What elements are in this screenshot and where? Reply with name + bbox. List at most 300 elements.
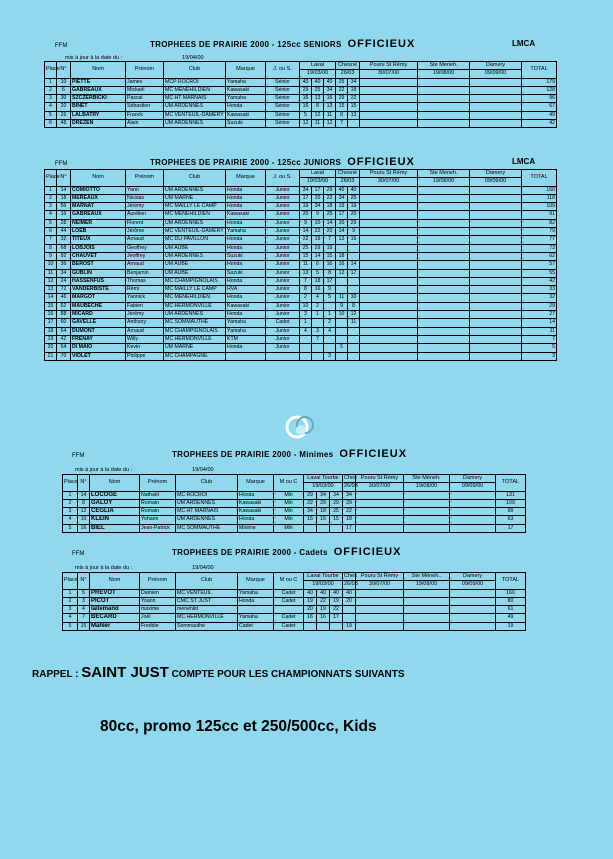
table-cell: 10 xyxy=(78,516,90,524)
table-cell: 4 xyxy=(63,516,78,524)
section-header-cadets xyxy=(0,546,613,560)
table-cell: 16 xyxy=(78,524,90,532)
table-cell xyxy=(470,319,522,327)
rappel-suffix: COMPTE POUR LES CHAMPIONNATS SUIVANTS xyxy=(171,669,405,680)
table-cell: HVA xyxy=(226,286,266,294)
table-cell xyxy=(470,219,522,227)
table-cell xyxy=(470,252,522,260)
table-cell xyxy=(470,120,522,128)
table-row xyxy=(63,524,526,532)
table-cell: 22 xyxy=(330,606,343,614)
table-cell: 11 xyxy=(348,319,360,327)
table-cell: 12 xyxy=(336,269,348,277)
update-label: mis à jour à la date du : xyxy=(75,565,133,571)
table-cell: 17 xyxy=(330,614,343,622)
table-row xyxy=(45,78,557,86)
table-cell: COMIOTTO xyxy=(71,186,126,194)
table-cell xyxy=(404,499,450,507)
round-date: 19/03/00 xyxy=(304,581,343,589)
table-cell: 14 xyxy=(348,261,360,269)
table-cell: 15 xyxy=(324,252,336,260)
column-header: Marque xyxy=(226,62,266,79)
table-cell: Min xyxy=(274,491,304,499)
table-cell: UM AUBE xyxy=(164,269,226,277)
table-cell xyxy=(317,524,330,532)
round-name: Pouru St Rémy xyxy=(356,573,404,581)
table-cell: Kawasaki xyxy=(226,211,266,219)
table-cell: Cadet xyxy=(274,614,304,622)
table-cell xyxy=(470,286,522,294)
table-cell: Junior xyxy=(266,335,300,343)
header-row xyxy=(63,475,526,483)
table-cell xyxy=(470,335,522,343)
table-cell: UM MARNE xyxy=(164,194,226,202)
table-cell: 40 xyxy=(348,186,360,194)
table-cell: 12 xyxy=(300,120,312,128)
ffm-label: FFM xyxy=(55,161,68,167)
table-cell: Yann xyxy=(126,186,164,194)
table-cell: 19 xyxy=(336,203,348,211)
round-name: Ste Méneh.. xyxy=(404,573,450,581)
table-cell xyxy=(343,614,356,622)
table-cell: 21 xyxy=(45,352,57,360)
round-name: Laval xyxy=(300,62,336,70)
table-cell: BINET xyxy=(71,103,126,111)
total-cell: 160 xyxy=(522,186,557,194)
section-title xyxy=(172,546,401,558)
total-cell: 109 xyxy=(522,203,557,211)
total-header: TOTAL xyxy=(522,170,557,187)
table-cell: 3 xyxy=(45,95,57,103)
table-cell xyxy=(360,344,418,352)
table-cell xyxy=(470,244,522,252)
table-cell: MC CHAMPIGNOLAIS xyxy=(164,277,226,285)
table-cell: Fabien xyxy=(126,302,164,310)
table-cell: 8 xyxy=(78,499,90,507)
table-row xyxy=(45,261,557,269)
round-name: Pouru St Rémy xyxy=(360,62,418,70)
table-cell: 40 xyxy=(317,589,330,597)
table-cell: 5 xyxy=(45,111,57,119)
table-cell: 4 xyxy=(324,327,336,335)
total-cell: 179 xyxy=(522,78,557,86)
table-cell xyxy=(450,516,496,524)
total-cell: 42 xyxy=(522,277,557,285)
column-header: M ou C xyxy=(274,573,304,590)
table-cell: 8 xyxy=(45,244,57,252)
table-cell: 25 xyxy=(300,244,312,252)
table-cell xyxy=(360,277,418,285)
table-cell xyxy=(404,597,450,605)
table-cell: 8 xyxy=(336,111,348,119)
table-cell: 22 xyxy=(348,95,360,103)
table-cell xyxy=(470,327,522,335)
total-header: TOTAL xyxy=(522,62,557,79)
table-cell: 22 xyxy=(343,508,356,516)
table-cell: Junior xyxy=(266,194,300,202)
table-row xyxy=(45,203,557,211)
table-cell: Min xyxy=(274,508,304,516)
total-cell: 19 xyxy=(496,622,526,630)
table-cell: Honda xyxy=(226,344,266,352)
table-cell: 17 xyxy=(324,277,336,285)
table-cell xyxy=(404,524,450,532)
table-cell: 19 xyxy=(343,622,356,630)
table-cell xyxy=(360,319,418,327)
table-row xyxy=(45,111,557,119)
table-cell: PICOT xyxy=(90,597,140,605)
table-cell: Pascal xyxy=(126,95,164,103)
table-cell: 12 xyxy=(45,277,57,285)
table-row xyxy=(45,352,557,360)
table-cell: BIEL xyxy=(90,524,140,532)
column-header: N° xyxy=(57,170,71,187)
table-cell: 29 xyxy=(343,499,356,507)
column-header: Prénom xyxy=(140,573,176,590)
table-cell: 9 xyxy=(324,286,336,294)
update-label: mis à jour à la date du : xyxy=(65,55,123,61)
table-cell: VIOLET xyxy=(71,352,126,360)
table-cell: UM ARDENNES xyxy=(176,516,238,524)
table-cell xyxy=(450,508,496,516)
round-name: Laval xyxy=(300,170,336,178)
table-cell: 19 xyxy=(348,203,360,211)
table-cell: 7 xyxy=(324,236,336,244)
table-cell: 15 xyxy=(78,622,90,630)
table-cell: Sénior xyxy=(266,86,300,94)
table-row xyxy=(45,244,557,252)
table-cell: 9 xyxy=(348,228,360,236)
table-cell: 3 xyxy=(312,327,324,335)
table-cell xyxy=(360,95,418,103)
table-cell: Junior xyxy=(266,252,300,260)
column-header: Nom xyxy=(90,573,140,590)
table-cell: 32 xyxy=(57,236,71,244)
round-name: Laval Tourbe xyxy=(304,573,343,581)
table-cell: Yamaha xyxy=(226,327,266,335)
table-cell xyxy=(266,352,300,360)
table-cell xyxy=(360,86,418,94)
table-cell: 22 xyxy=(304,499,317,507)
table-cell: 1 xyxy=(45,186,57,194)
table-cell: Yamaha xyxy=(238,614,274,622)
table-cell: 5 xyxy=(63,622,78,630)
table-cell xyxy=(356,614,404,622)
table-cell: UM ARDENNES xyxy=(164,219,226,227)
round-date: 19/03/00 xyxy=(304,483,343,491)
table-row xyxy=(45,194,557,202)
table-row xyxy=(45,302,557,310)
table-cell: 22 xyxy=(312,228,324,236)
table-cell: 17 xyxy=(312,186,324,194)
table-cell: Honda xyxy=(226,277,266,285)
section-header-juniors xyxy=(0,156,613,170)
table-cell xyxy=(404,508,450,516)
status-label: OFFICIEUX xyxy=(347,38,416,50)
table-cell: maxime xyxy=(140,606,176,614)
column-header: M ou C xyxy=(274,475,304,492)
table-cell: Arnaud xyxy=(126,236,164,244)
total-cell: 5 xyxy=(522,344,557,352)
table-cell: 70 xyxy=(57,352,71,360)
table-row xyxy=(63,597,526,605)
table-cell: Honda xyxy=(226,219,266,227)
table-cell: 34 xyxy=(312,203,324,211)
table-cell: Junior xyxy=(266,286,300,294)
table-cell: 34 xyxy=(304,508,317,516)
table-cell xyxy=(360,219,418,227)
table-cell: 6 xyxy=(57,86,71,94)
table-cell xyxy=(418,261,470,269)
table-cell: Jérémy xyxy=(126,311,164,319)
table-cell: 16 xyxy=(300,103,312,111)
round-date: 09/09/00 xyxy=(470,178,522,186)
round-name: Damery xyxy=(450,573,496,581)
round-date: 09/09/00 xyxy=(450,581,496,589)
table-cell: LOEB xyxy=(71,228,126,236)
table-cell: LOCOGE xyxy=(90,491,140,499)
table-cell xyxy=(470,302,522,310)
table-cell xyxy=(360,236,418,244)
table-cell: Franck xyxy=(126,111,164,119)
table-cell: MICARD xyxy=(71,311,126,319)
table-cell: Arnaud xyxy=(126,261,164,269)
table-cell: Honda xyxy=(238,516,274,524)
table-cell: 15 xyxy=(330,516,343,524)
table-cell: 9 xyxy=(312,211,324,219)
table-cell: 6 xyxy=(45,120,57,128)
table-cell xyxy=(418,78,470,86)
table-row xyxy=(45,319,557,327)
table-cell: 10 xyxy=(348,294,360,302)
table-row xyxy=(45,236,557,244)
table-cell xyxy=(324,302,336,310)
total-cell: 63 xyxy=(496,516,526,524)
table-cell: Honda xyxy=(226,311,266,319)
table-cell: Junior xyxy=(266,302,300,310)
table-cell: 7 xyxy=(45,236,57,244)
table-cell: Cadet xyxy=(274,622,304,630)
table-cell: Honda xyxy=(226,203,266,211)
table-cell: 3 xyxy=(78,597,90,605)
table-cell xyxy=(356,516,404,524)
table-cell xyxy=(360,327,418,335)
table-cell: 19 xyxy=(312,236,324,244)
table-cell: 16 xyxy=(304,614,317,622)
total-cell: 55 xyxy=(522,269,557,277)
table-cell xyxy=(336,335,348,343)
table-cell: 16 xyxy=(336,261,348,269)
table-row xyxy=(45,228,557,236)
table-cell xyxy=(404,516,450,524)
table-cell: 2 xyxy=(45,194,57,202)
table-cell: Jérôme xyxy=(126,228,164,236)
table-cell xyxy=(360,252,418,260)
table-cell: 2 xyxy=(45,86,57,94)
table-cell: Junior xyxy=(266,269,300,277)
table-cell: 4 xyxy=(312,294,324,302)
table-cell: Sébastien xyxy=(126,103,164,111)
table-cell: 18 xyxy=(336,252,348,260)
table-cell: KLEIN xyxy=(90,516,140,524)
table-cell xyxy=(470,311,522,319)
table-cell xyxy=(356,622,404,630)
table-cell: 13 xyxy=(336,236,348,244)
table-row xyxy=(45,186,557,194)
table-cell: GUBLIN xyxy=(71,269,126,277)
table-cell: Jérémy xyxy=(126,203,164,211)
total-cell: 14 xyxy=(522,319,557,327)
table-cell: 16 xyxy=(45,311,57,319)
table-cell: Min xyxy=(274,524,304,532)
results-table-cadets xyxy=(62,572,526,631)
table-cell: 15 xyxy=(336,103,348,111)
table-cell: UM AUBE xyxy=(164,244,226,252)
column-header: Club xyxy=(176,573,238,590)
table-cell: Min xyxy=(274,499,304,507)
table-cell: 24 xyxy=(57,277,71,285)
table-cell: VANDERBISTE xyxy=(71,286,126,294)
table-cell: 3 xyxy=(63,508,78,516)
table-cell xyxy=(348,286,360,294)
column-header: J. ou S. xyxy=(266,170,300,187)
table-cell: 19 xyxy=(330,597,343,605)
table-cell xyxy=(312,319,324,327)
update-line xyxy=(75,467,214,473)
round-name: Laval Tourbe xyxy=(304,475,343,483)
total-cell: 33 xyxy=(522,286,557,294)
table-cell: MAUBECHE xyxy=(71,302,126,310)
table-cell: 29 xyxy=(300,86,312,94)
table-cell: 12 xyxy=(348,311,360,319)
table-cell: Honda xyxy=(226,261,266,269)
table-cell: 1 xyxy=(312,311,324,319)
table-cell: FRENAY xyxy=(71,335,126,343)
table-cell xyxy=(300,344,312,352)
column-header: Marque xyxy=(238,573,274,590)
table-cell: 14 xyxy=(78,491,90,499)
table-cell: MC VENTEUIL-DAMERY xyxy=(165,111,224,118)
table-cell xyxy=(470,228,522,236)
table-cell: Yannick xyxy=(126,294,164,302)
table-cell: 17 xyxy=(300,194,312,202)
table-cell xyxy=(300,352,312,360)
table-row xyxy=(63,508,526,516)
total-cell: 49 xyxy=(522,111,557,119)
table-cell: 28 xyxy=(57,219,71,227)
table-cell: 29 xyxy=(324,186,336,194)
total-cell: 118 xyxy=(522,194,557,202)
table-cell: Junior xyxy=(266,203,300,211)
table-cell: menehild xyxy=(176,606,238,614)
table-cell: Yamaha xyxy=(226,228,266,236)
table-cell: Minime xyxy=(238,524,274,532)
table-cell: 16 xyxy=(348,236,360,244)
table-cell: UM MARNE xyxy=(164,344,226,352)
header-row xyxy=(45,62,557,70)
table-cell xyxy=(360,186,418,194)
table-cell: 19 xyxy=(300,203,312,211)
table-cell xyxy=(336,327,348,335)
table-cell: Suzuki xyxy=(226,252,266,260)
table-cell xyxy=(360,261,418,269)
table-cell: 34 xyxy=(324,86,336,94)
table-cell: MC HT MARNAIS xyxy=(176,508,238,516)
table-cell: Geoffrey xyxy=(126,244,164,252)
table-cell: 10 xyxy=(312,219,324,227)
table-cell xyxy=(274,606,304,614)
table-cell: Cadet xyxy=(238,622,274,630)
table-cell: CMC ST JUST xyxy=(176,597,238,605)
table-cell: Kawasaki xyxy=(226,111,266,119)
table-cell: 26 xyxy=(57,111,71,119)
table-cell: Yamaha xyxy=(226,95,266,103)
table-cell: MC CHAMPIGNOLAIS xyxy=(164,327,226,335)
table-cell: CEGLIA xyxy=(90,508,140,516)
table-cell: DI MAIO xyxy=(71,344,126,352)
round-date: 19/08/00 xyxy=(418,70,470,78)
round-date: 19/08/00 xyxy=(404,483,450,491)
table-cell: BEROST xyxy=(71,261,126,269)
table-cell: Philippe xyxy=(126,352,164,360)
round-date: 30/07/00 xyxy=(356,483,404,491)
total-header: TOTAL xyxy=(496,573,526,590)
table-cell xyxy=(470,86,522,94)
table-cell: 92 xyxy=(57,252,71,260)
table-row xyxy=(45,294,557,302)
update-date: 19/04/00 xyxy=(192,467,214,473)
round-date: 30/07/00 xyxy=(360,70,418,78)
table-row xyxy=(45,277,557,285)
table-cell: 11 xyxy=(312,120,324,128)
table-cell: Freddie xyxy=(140,622,176,630)
table-cell: Suzuki xyxy=(226,269,266,277)
table-cell xyxy=(360,211,418,219)
table-cell: 16 xyxy=(317,614,330,622)
table-cell: 17 xyxy=(348,269,360,277)
total-cell: 11 xyxy=(522,327,557,335)
table-cell: 20 xyxy=(300,211,312,219)
table-cell: 30 xyxy=(57,95,71,103)
total-cell: 42 xyxy=(522,120,557,128)
round-name: Ches xyxy=(344,475,357,481)
table-cell: Jean-Patrick xyxy=(140,524,176,532)
table-cell: Yamaha xyxy=(226,78,266,86)
table-cell: 7 xyxy=(336,120,348,128)
table-cell xyxy=(356,508,404,516)
total-cell: 7 xyxy=(522,335,557,343)
section-title xyxy=(150,38,415,50)
table-cell: Anthony xyxy=(126,319,164,327)
table-cell: Mahler xyxy=(90,622,140,630)
round-name: Damery xyxy=(450,475,496,483)
table-cell: 10 xyxy=(336,311,348,319)
table-cell: Sénior xyxy=(266,103,300,111)
table-cell: UM ARDENNES xyxy=(164,186,226,194)
table-cell: 48 xyxy=(57,120,71,128)
table-cell: 14 xyxy=(312,252,324,260)
header-row xyxy=(63,573,526,581)
table-cell xyxy=(470,294,522,302)
table-cell: UM AUBE xyxy=(164,261,226,269)
table-cell: 10 xyxy=(300,302,312,310)
table-cell: 17 xyxy=(336,211,348,219)
table-cell xyxy=(360,244,418,252)
table-cell: GABREAUX xyxy=(71,211,126,219)
table-cell: 11 xyxy=(300,261,312,269)
table-cell: 5 xyxy=(300,111,312,119)
table-cell xyxy=(404,614,450,622)
